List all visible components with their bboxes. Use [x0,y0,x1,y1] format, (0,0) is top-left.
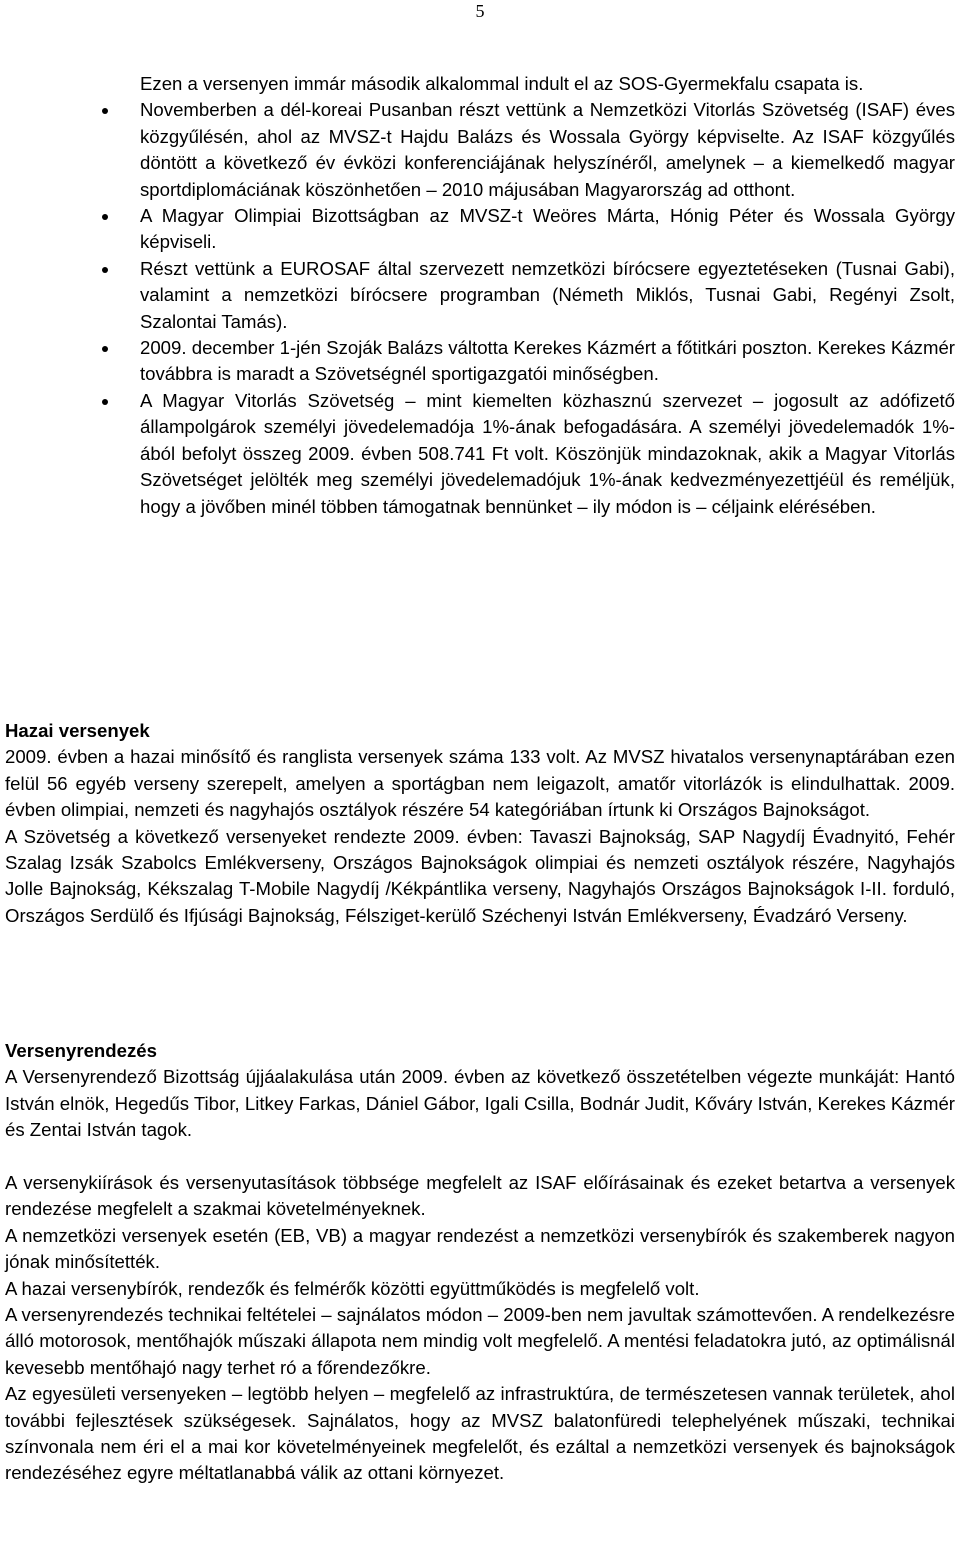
paragraph: Az egyesületi versenyeken – legtöbb helyen – megfelelő az infrastruktúra, de természetesen vannak területek, ahol további fejlesztések szükségesek. Sajnálatos, hogy az MVSZ balatonfüredi telephelyének műszaki, technikai színvonala nem éri el a mai kor követelményeinek megfelelőt, és ezáltal a nemzetközi versenyek és bajnokságok rendezéséhez egyre méltatlanabbá válik az ottani környezet. [5,1383,955,1484]
list-item-text: A Magyar Olimpiai Bizottságban az MVSZ-t Weöres Márta, Hónig Péter és Wossala György képviseli. [140,205,955,253]
paragraph: A nemzetközi versenyek esetén (EB, VB) a magyar rendezést a nemzetközi versenybírók és szakemberek nagyon jónak minősítették. [5,1224,955,1273]
bullet-list [140,71,955,520]
list-item-text: A Magyar Vitorlás Szövetség – mint kiemelten közhasznú szervezet – jogosult az adófizető állampolgárok személyi jövedelemadója 1%-ának befogadására. A személyi jövedelemadók 1%-ából befolyt összeg 2009. évben 508.741 Ft volt. Köszönjük mindazoknak, akik a Magyar Vitorlás Szövetséget jelölték meg személyi jövedelemadójuk 1%-ának kedvezményezettjéül és reméljük, hogy a jövőben minél többen támogatnak bennünket – ily módon is – céljaink elérésében. [140,389,955,517]
list-item [140,97,955,203]
list-item [140,256,955,335]
bullet-icon [102,267,108,273]
bullet-icon [102,214,108,220]
list-item [140,335,955,388]
section-heading: Versenyrendezés [5,1040,157,1061]
paragraph: A versenykiírások és versenyutasítások többsége megfelelt az ISAF előírásainak és ezeket betartva a versenyek rendezése megfelelt a szakmai követelményeknek. [5,1172,955,1220]
list-item-text: 2009. december 1-jén Szoják Balázs váltotta Kerekes Kázmért a főtitkári poszton. Kerekes Kázmér továbbra is maradt a Szövetségnél sportigazgatói minőségben. [140,337,955,385]
section-versenyrendezes [5,1038,955,1487]
list-item-text: Részt vettünk a EUROSAF által szervezett nemzetközi bírócsere egyeztetéseken (Tusnai Gabi), valamint a nemzetközi bírócsere programban (Németh Miklós, Tusnai Gabi, Regényi Zsolt, Szalontai Tamás). [140,257,955,332]
section-hazai-versenyek [5,718,955,929]
list-item-text: Novemberben a dél-koreai Pusanban részt vettünk a Nemzetközi Vitorlás Szövetség (ISAF) éves közgyűlésén, ahol az MVSZ-t Hajdu Balázs és Wossala György képviselte. Az ISAF közgyűlés döntött a következő év évközi konferenciájának helyszínéről, amelynek – a kiemelkedő magyar sportdiplomáciának köszönhetően – 2010 májusában Magyarország ad otthont. [140,99,955,200]
paragraph: 2009. évben a hazai minősítő és ranglista versenyek száma 133 volt. Az MVSZ hivatalos versenynaptárában ezen felül 56 egyéb verseny szerepelt, amelyen a sportágban nem leigazolt, amatőr vitorlázók is elindulhattak. 2009. évben olimpiai, nemzeti és nagyhajós osztályok részére 54 kategóriában írtunk ki Országos Bajnokságot. [5,746,955,821]
bullet-icon [102,399,108,405]
paragraph: A Versenyrendező Bizottság újjáalakulása után 2009. évben az következő összetételben végezte munkáját: Hantó István elnök, Hegedűs Tibor, Litkey Farkas, Dániel Gábor, Igali Csilla, Bodnár Judit, Kőváry István, Kerekes Kázmér és Zentai István tagok. [5,1066,955,1141]
bullet-icon [102,108,108,114]
intro-paragraph: Ezen a versenyen immár második alkalommal indult el az SOS-Gyermekfalu csapata is. [140,73,864,94]
page-number: 5 [475,1,485,21]
section-heading: Hazai versenyek [5,720,150,741]
paragraph: A versenyrendezés technikai feltételei – sajnálatos módon – 2009-ben nem javultak számottevően. A rendelkezésre álló motorosok, mentőhajók műszaki állapota nem mindig volt megfelelő. A mentési feladatokra jutó, az optimálisnál kevesebb mentőhajó nagy terhet ró a főrendezőkre. [5,1304,955,1378]
paragraph: A hazai versenybírók, rendezők és felmérők közötti együttműködés is megfelelő volt. [5,1277,700,1299]
paragraph-spacer [5,1144,955,1170]
paragraph: A Szövetség a következő versenyeket rendezte 2009. évben: Tavaszi Bajnokság, SAP Nagydíj Évadnyitó, Fehér Szalag Izsák Szabolcs Emlékverseny, Országos Bajnokságok olimpiai és nemzeti osztályok részére, Nagyhajós Jolle Bajnokság, Kékszalag T-Mobile Nagydíj /Kékpántlika verseny, Nagyhajós Országos Bajnokságok I-II. forduló, Országos Serdülő és Ifjúsági Bajnokság, Félsziget-kerülő Széchenyi István Emlékverseny, Évadzáró Verseny. [5,825,955,926]
bullet-icon [102,346,108,352]
list-item [140,203,955,256]
list-item [140,388,955,520]
